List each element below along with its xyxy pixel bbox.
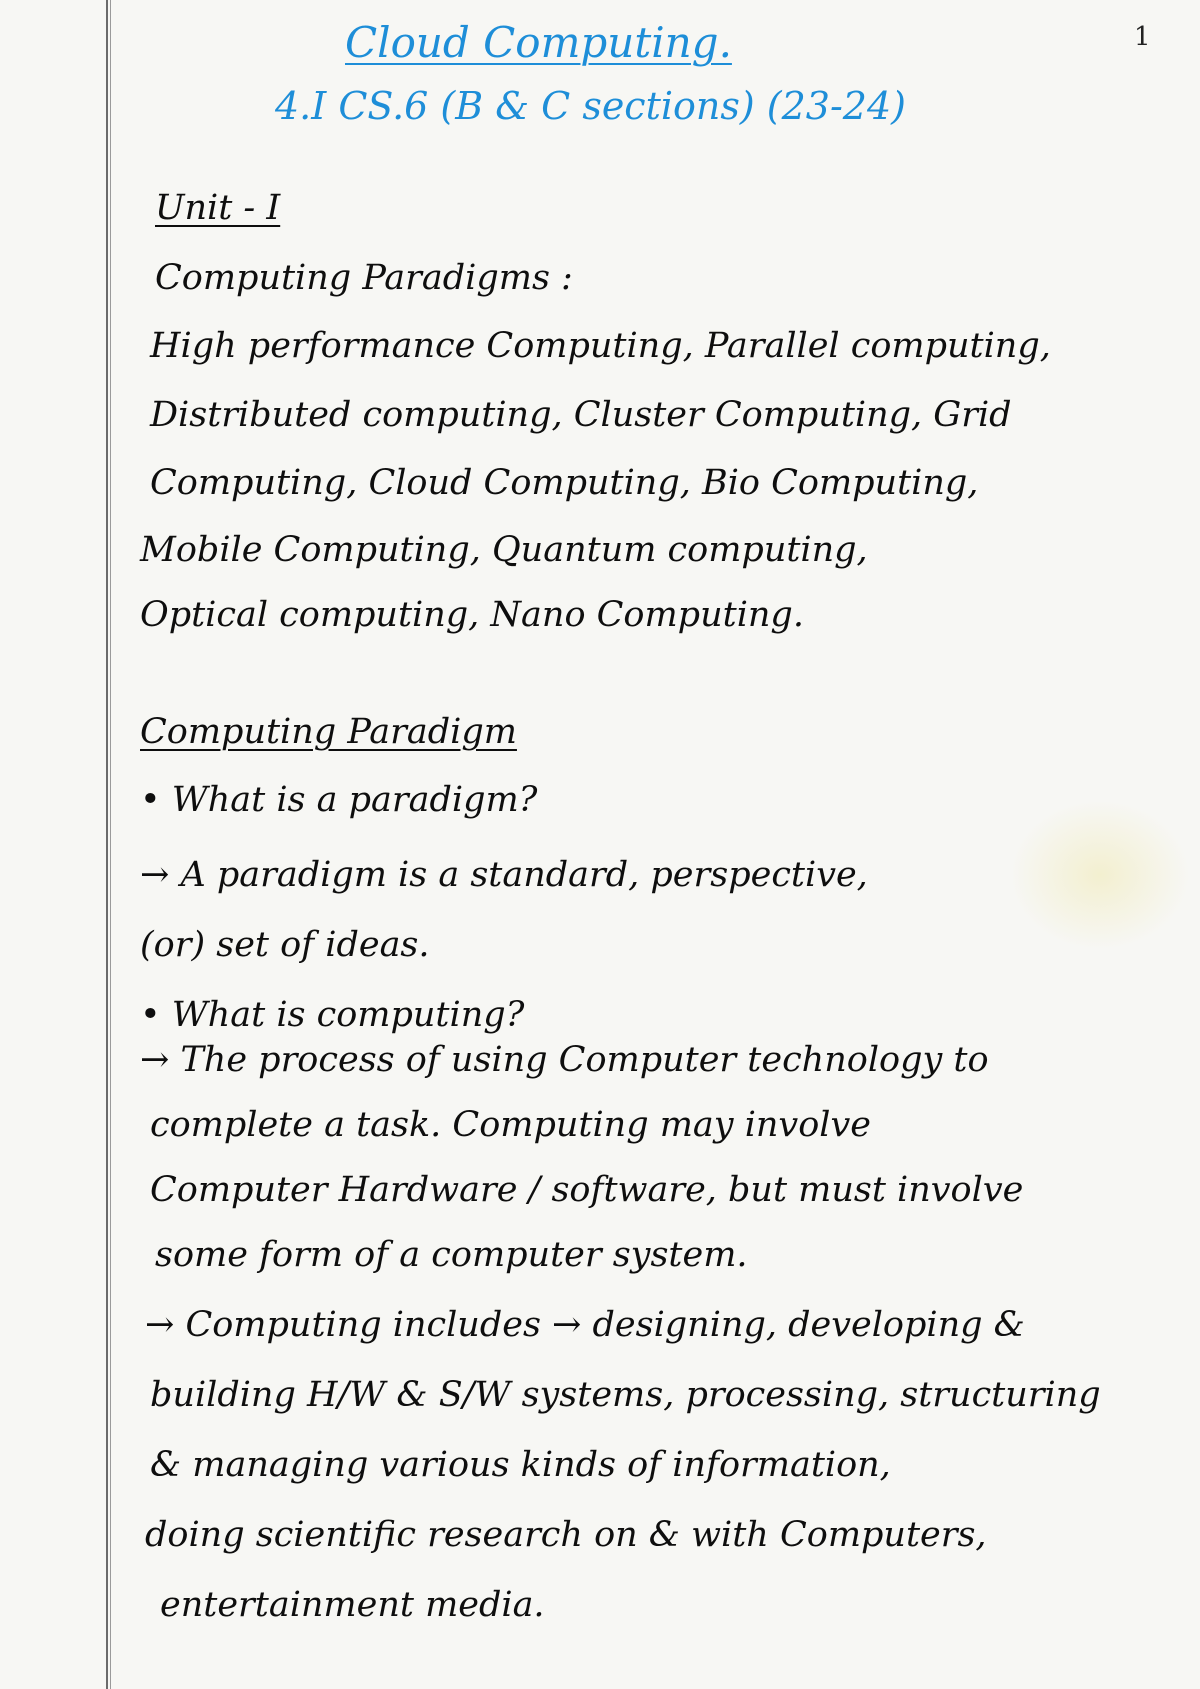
section1-line-1: High performance Computing, Parallel computing, — [150, 326, 1051, 366]
answer-computing-line-1: → The process of using Computer technology to — [140, 1040, 989, 1080]
section1-line-3: Computing, Cloud Computing, Bio Computing, — [150, 463, 979, 503]
answer-computing-line-3: Computer Hardware / software, but must involve — [150, 1170, 1024, 1210]
page-number: 1 — [1134, 22, 1151, 52]
computing-includes-line-3: & managing various kinds of information, — [150, 1445, 891, 1485]
page-subtitle: 4.I CS.6 (B & C sections) (23-24) — [275, 84, 906, 128]
answer-computing-line-4: some form of a computer system. — [155, 1235, 748, 1275]
page-title: Cloud Computing. — [345, 18, 732, 67]
computing-includes-line-5: entertainment media. — [160, 1585, 545, 1625]
answer-paradigm-line-2: (or) set of ideas. — [140, 925, 430, 965]
computing-includes-line-2: building H/W & S/W systems, processing, structuring — [150, 1375, 1101, 1415]
question-paradigm: • What is a paradigm? — [140, 780, 538, 820]
section1-line-2: Distributed computing, Cluster Computing, Grid — [150, 395, 1012, 435]
section1-heading: Computing Paradigms : — [155, 258, 573, 298]
margin-line-inner — [110, 0, 111, 1689]
computing-includes-line-4: doing scientific research on & with Computers, — [145, 1515, 987, 1555]
section1-line-5: Optical computing, Nano Computing. — [140, 595, 804, 635]
computing-includes-line-1: → Computing includes → designing, developing & — [145, 1305, 1025, 1345]
section2-heading: Computing Paradigm — [140, 712, 517, 752]
unit-heading: Unit - I — [155, 188, 281, 228]
answer-computing-line-2: complete a task. Computing may involve — [150, 1105, 871, 1145]
margin-line — [106, 0, 108, 1689]
question-computing: • What is computing? — [140, 995, 525, 1035]
section1-line-4: Mobile Computing, Quantum computing, — [140, 530, 868, 570]
answer-paradigm-line-1: → A paradigm is a standard, perspective, — [140, 855, 868, 895]
paper-stain — [1010, 800, 1190, 950]
